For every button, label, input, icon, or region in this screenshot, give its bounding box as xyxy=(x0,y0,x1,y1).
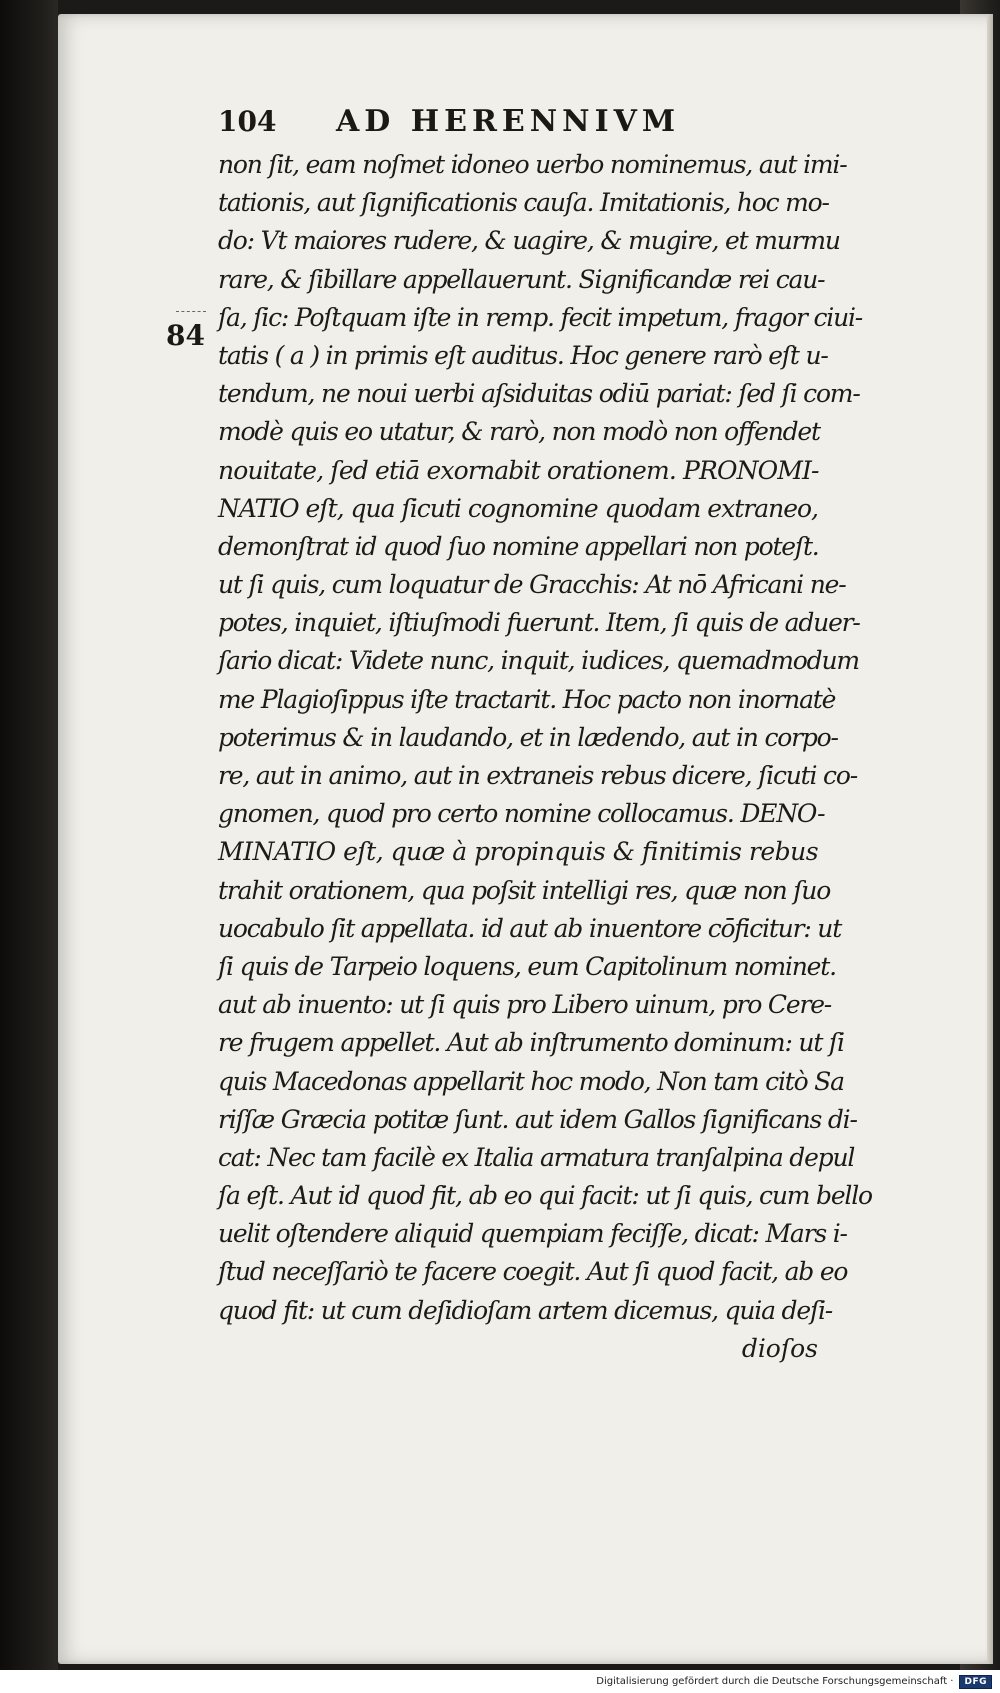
footer-bar xyxy=(0,1670,1000,1693)
margin-note: 84 xyxy=(166,319,205,352)
margin-mark xyxy=(176,311,206,312)
page-number: 104 xyxy=(218,105,277,138)
catchword: dioſos xyxy=(741,1333,818,1363)
text-line: uelit oſtendere aliquid quempiam feciſſe, dicat: Mars i- xyxy=(218,1219,847,1249)
text-line: ſtud neceſſariò te facere coegit. Aut ſi quod facit, ab eo xyxy=(218,1257,848,1287)
text-line: ſario dicat: Videte nunc, inquit, iudices, quemadmodum xyxy=(218,646,859,676)
text-line: ſa eſt. Aut id quod fit, ab eo qui facit: ut ſi quis, cum bello xyxy=(218,1181,872,1211)
text-line: ut ſi quis, cum loquatur de Gracchis: At nō Africani ne- xyxy=(218,570,846,600)
text-line: poterimus & in laudando, et in lædendo, aut in corpo- xyxy=(218,722,838,752)
footer-credit: Digitalisierung gefördert durch die Deutsche Forschungsgemeinschaft · xyxy=(596,1676,954,1687)
text-line: NATIO eſt, qua ſicuti cognomine quodam extraneo, xyxy=(218,493,818,523)
text-line: do: Vt maiores rudere, & uagire, & mugire, et murmu xyxy=(218,226,840,256)
running-head: AD HERENNIVM xyxy=(336,104,681,139)
text-line: ſa, ſic: Poſtquam iſte in remp. fecit impetum, fragor ciui- xyxy=(218,302,863,332)
text-line: me Plagioſippus iſte tractarit. Hoc pacto non inornatè xyxy=(218,684,836,714)
text-line: quis Macedonas appellarit hoc modo, Non tam citò Sa xyxy=(218,1066,844,1096)
text-line: trahit orationem, qua poſsit intelligi res, quæ non ſuo xyxy=(218,875,831,905)
text-line: re frugem appellet. Aut ab inſtrumento dominum: ut ſi xyxy=(218,1028,844,1058)
text-line: demonſtrat id quod ſuo nomine appellari non poteſt. xyxy=(218,531,819,561)
text-line: gnomen, quod pro certo nomine collocamus. DENO- xyxy=(218,799,825,829)
text-line: modè quis eo utatur, & rarò, non modò non offendet xyxy=(218,417,820,447)
page-header xyxy=(218,104,818,144)
body-text xyxy=(218,146,872,1368)
dfg-logo: DFG xyxy=(959,1675,992,1689)
text-line: cat: Nec tam facilè ex Italia armatura tranſalpina depul xyxy=(218,1142,855,1172)
text-line: tationis, aut ſignificationis cauſa. Imitationis, hoc mo- xyxy=(218,188,829,218)
text-line: riſſæ Græcia potitæ ſunt. aut idem Gallos ſignificans di- xyxy=(218,1104,857,1134)
text-line: non ſit, eam noſmet idoneo uerbo nominemus, aut imi- xyxy=(218,150,847,179)
text-line: MINATIO eſt, quæ à propinquis & finitimis rebus xyxy=(218,837,819,867)
text-line: tatis ( a ) in primis eſt auditus. Hoc genere rarò eſt u- xyxy=(218,340,828,370)
text-line: tendum, ne noui uerbi aſsiduitas odiū pariat: ſed ſi com- xyxy=(218,379,860,409)
text-line: ſi quis de Tarpeio loquens, eum Capitolinum nominet. xyxy=(218,951,836,981)
book-spine-shadow xyxy=(0,0,58,1670)
text-line: quod fit: ut cum deſidioſam artem dicemus, quia deſi- xyxy=(218,1295,833,1325)
text-line: nouitate, ſed etiā exornabit orationem. PRONOMI- xyxy=(218,455,819,485)
text-line: uocabulo ſit appellata. id aut ab inuentore cōficitur: ut xyxy=(218,913,842,943)
text-line: aut ab inuento: ut ſi quis pro Libero uinum, pro Cere- xyxy=(218,990,832,1020)
text-line: potes, inquiet, iſtiuſmodi fuerunt. Item, ſi quis de aduer- xyxy=(218,608,860,638)
page-edge xyxy=(987,14,993,1664)
text-line: rare, & ſibillare appellauerunt. Significandæ rei cau- xyxy=(218,264,825,294)
text-line: re, aut in animo, aut in extraneis rebus dicere, ſicuti co- xyxy=(218,761,857,790)
